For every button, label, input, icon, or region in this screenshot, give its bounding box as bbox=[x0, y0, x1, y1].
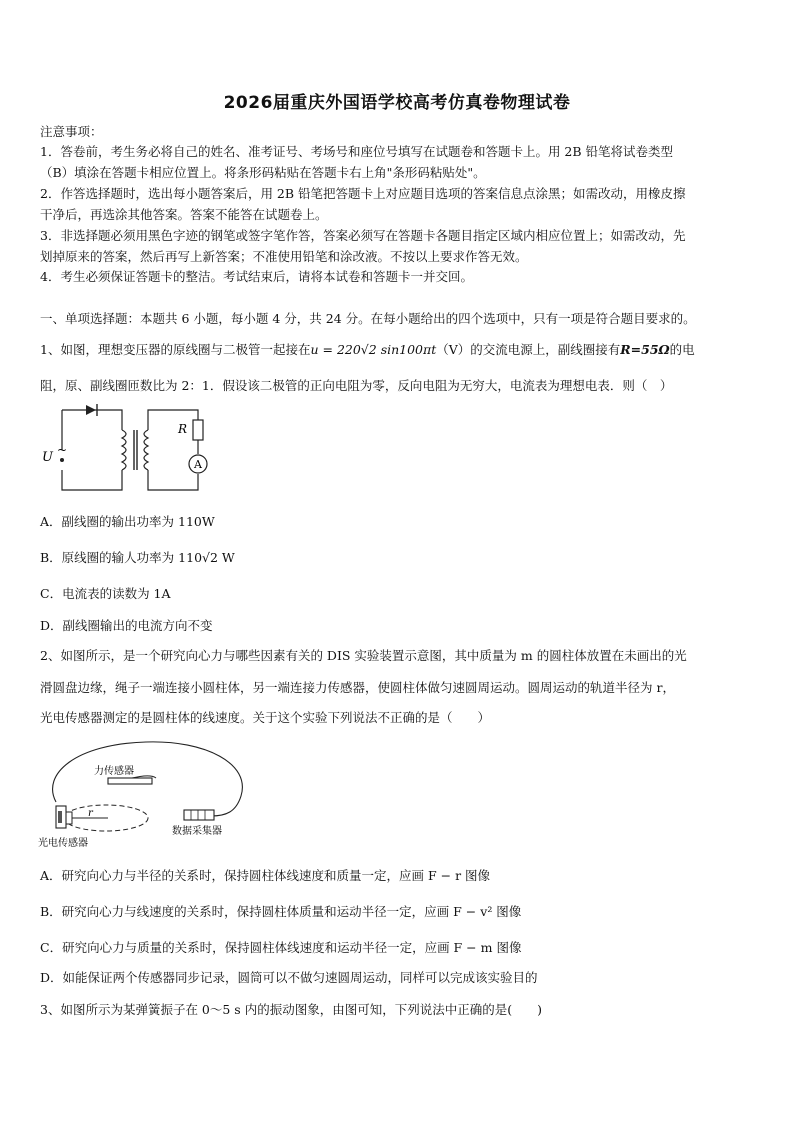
tilde-label: ~ bbox=[57, 443, 68, 457]
resistor-label: R bbox=[178, 422, 188, 436]
q1-option-a: A．副线圈的输出功率为 110W bbox=[40, 514, 215, 529]
q2-stem-line: 光电传感器测定的是圆柱体的线速度。关于这个实验下列说法不正确的是（ ） bbox=[40, 710, 491, 725]
q1-stem-line1 bbox=[40, 340, 695, 358]
radius-label: r bbox=[88, 808, 93, 819]
notice-line: 干净后，再选涂其他答案。答案不能答在试题卷上。 bbox=[40, 207, 328, 222]
ac-source-icon bbox=[60, 458, 64, 462]
notice-line: 3．非选择题必须用黑色字迹的钢笔或签字笔作答，答案必须写在答题卡各题目指定区域内相应位置上；如需改动，先 bbox=[40, 228, 686, 243]
q1-formula: u = 220√2 sin100πt bbox=[310, 342, 437, 357]
cylinder-icon bbox=[66, 812, 72, 824]
notice-line: 2．作答选择题时，选出每小题答案后，用 2B 铅笔把答题卡上对应题目选项的答案信息点涂黑；如需改动，用橡皮擦 bbox=[40, 186, 686, 201]
q1-text: 的电 bbox=[669, 342, 695, 357]
q1-option-d: D．副线圈输出的电流方向不变 bbox=[40, 618, 213, 633]
q1-stem-line2: 阻，原、副线圈匝数比为 2：1．假设该二极管的正向电阻为零，反向电阻为无穷大，电流表为理想电表．则（ ） bbox=[40, 378, 673, 393]
notice-line: 4．考生必须保证答题卡的整洁。考试结束后，请将本试卷和答题卡一并交回。 bbox=[40, 269, 473, 284]
primary-coil-icon bbox=[122, 430, 126, 470]
data-collector-label: 数据采集器 bbox=[172, 826, 222, 837]
q2-apparatus-figure bbox=[36, 734, 256, 852]
force-sensor-label: 力传感器 bbox=[94, 766, 134, 777]
notice-line: （B）填涂在答题卡相应位置上。将条形码粘贴在答题卡右上角"条形码粘贴处"。 bbox=[40, 165, 486, 180]
q1-option-c: C．电流表的读数为 1A bbox=[40, 586, 171, 601]
q1-text: 1、如图，理想变压器的原线圈与二极管一起接在 bbox=[40, 342, 311, 357]
notice-heading: 注意事项： bbox=[40, 124, 103, 139]
q1-circuit-figure bbox=[40, 398, 220, 498]
q2-option-c: C．研究向心力与质量的关系时，保持圆柱体线速度和运动半径一定，应画 F − m 图像 bbox=[40, 940, 522, 955]
diode-icon bbox=[86, 404, 97, 416]
q1-option-b: B．原线圈的输人功率为 110√2 W bbox=[40, 550, 235, 565]
q2-stem-line: 滑圆盘边缘，绳子一端连接小圆柱体，另一端连接力传感器，使圆柱体做匀速圆周运动。圆周运动的轨道半径为 r， bbox=[40, 680, 675, 695]
q3-stem-line: 3、如图所示为某弹簧振子在 0～5 s 内的振动图象，由图可知，下列说法中正确的是( ) bbox=[40, 1002, 542, 1017]
notice-line: 1．答卷前，考生务必将自己的姓名、准考证号、考场号和座位号填写在试题卷和答题卡上。用 2B 铅笔将试卷类型 bbox=[40, 144, 674, 159]
page-title: 2026届重庆外国语学校高考仿真卷物理试卷 bbox=[223, 93, 571, 113]
q2-option-b: B．研究向心力与线速度的关系时，保持圆柱体质量和运动半径一定，应画 F − v² 图像 bbox=[40, 904, 522, 919]
resistor-icon bbox=[193, 420, 203, 440]
q2-option-d: D．如能保证两个传感器同步记录，圆筒可以不做匀速圆周运动，同样可以完成该实验目的 bbox=[40, 970, 538, 985]
force-sensor-icon bbox=[108, 778, 152, 784]
ammeter-label: A bbox=[194, 458, 202, 471]
data-collector-icon bbox=[184, 810, 214, 820]
q1-text: （V）的交流电源上，副线圈接有 bbox=[436, 342, 621, 357]
q2-stem-line: 2、如图所示，是一个研究向心力与哪些因素有关的 DIS 实验装置示意图，其中质量为 m 的圆柱体放置在未画出的光 bbox=[40, 648, 687, 663]
source-label: U bbox=[42, 450, 53, 465]
q1-resistance: R=55Ω bbox=[620, 342, 670, 357]
section-heading: 一、单项选择题：本题共 6 小题，每小题 4 分，共 24 分。在每小题给出的四个选项中，只有一项是符合题目要求的。 bbox=[40, 311, 696, 326]
q2-option-a: A．研究向心力与半径的关系时，保持圆柱体线速度和质量一定，应画 F − r 图像 bbox=[40, 868, 491, 883]
photo-sensor-label: 光电传感器 bbox=[38, 838, 88, 849]
secondary-coil-icon bbox=[144, 410, 198, 490]
notice-line: 划掉原来的答案，然后再写上新答案；不准使用铅笔和涂改液。不按以上要求作答无效。 bbox=[40, 249, 528, 264]
